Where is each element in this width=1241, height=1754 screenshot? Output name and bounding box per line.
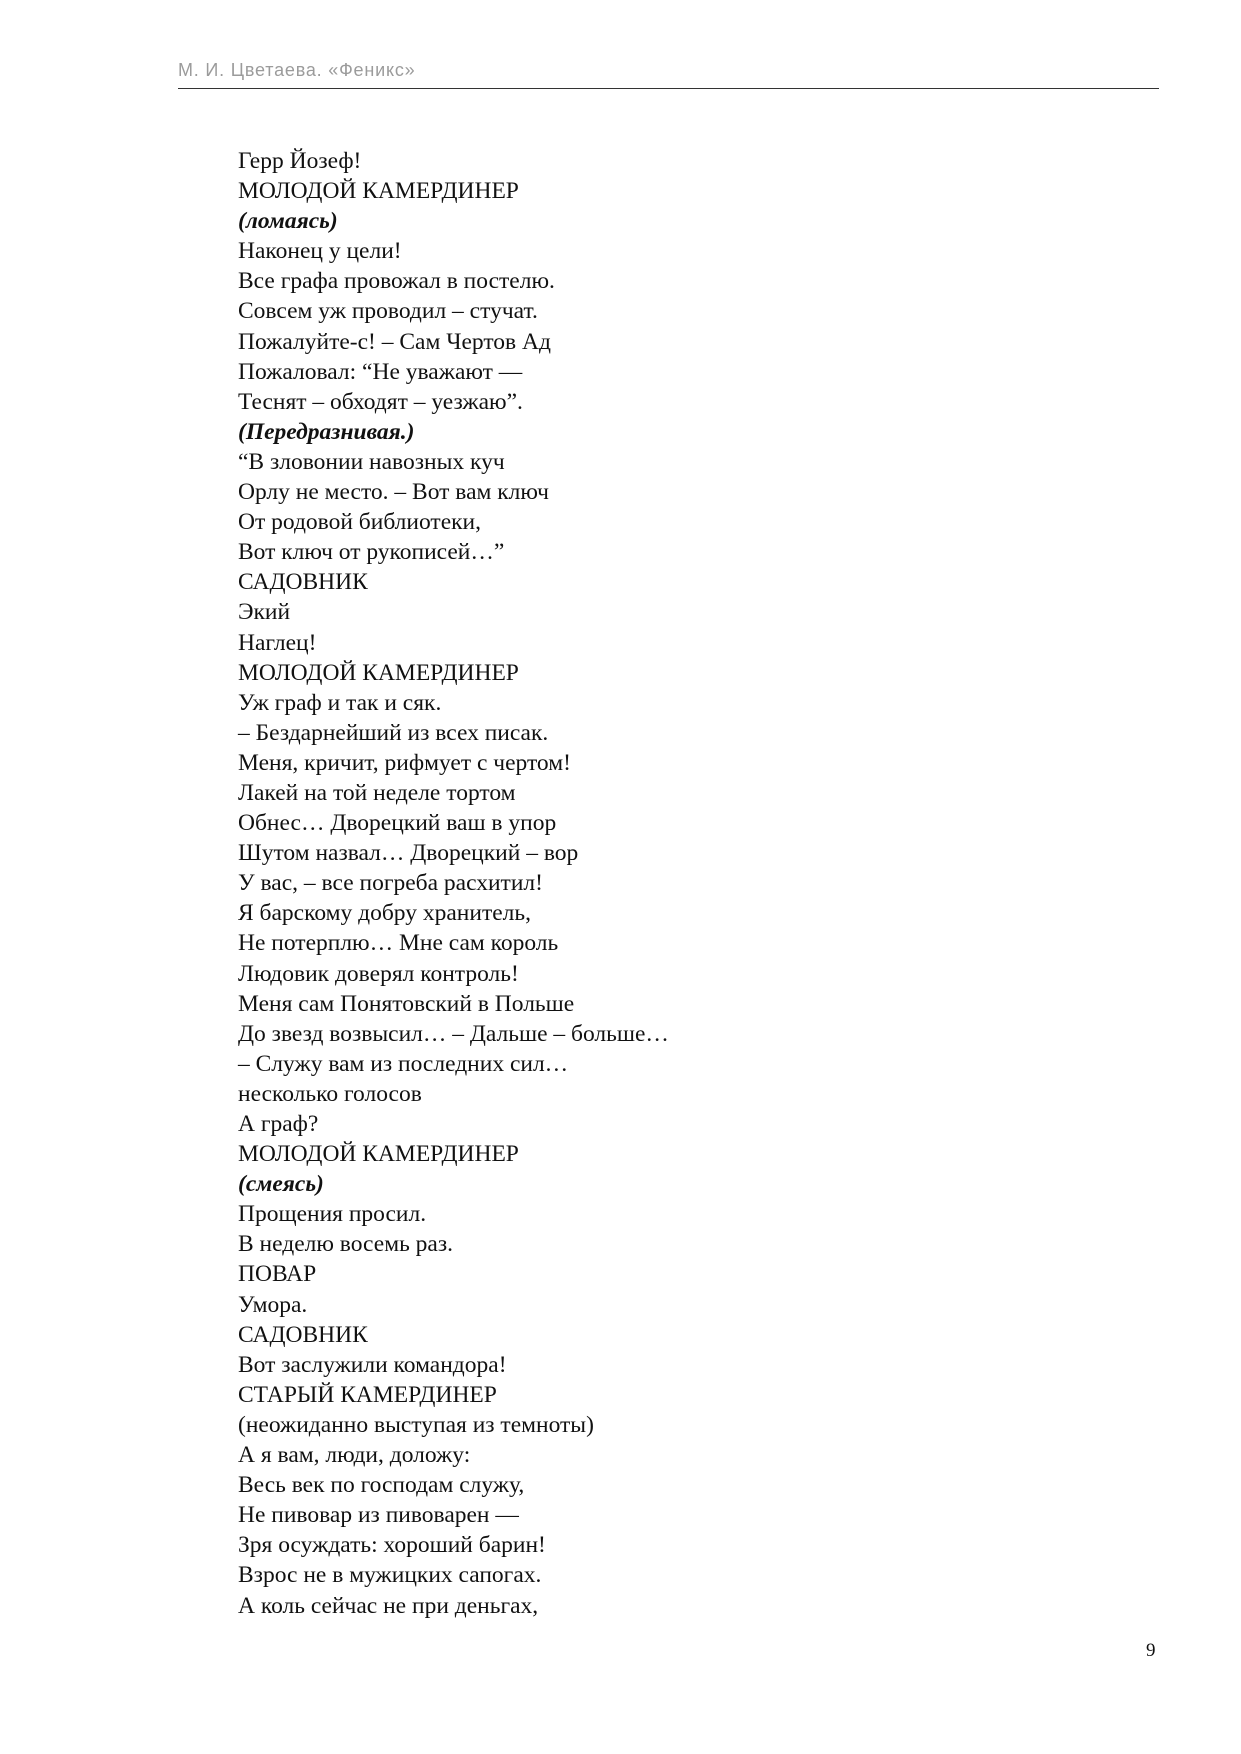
text-line: Пожалуйте-с! – Сам Чертов Ад — [238, 328, 551, 355]
stage-direction: (смеясь) — [238, 1171, 324, 1198]
header-rule — [178, 88, 1159, 89]
text-line: Не потерплю… Мне сам король — [238, 930, 559, 957]
text-line: Все графа провожал в постелю. — [238, 268, 555, 295]
text-line: Экий — [238, 599, 291, 626]
play-text-body — [238, 146, 1118, 1621]
text-line: Меня сам Понятовский в Польше — [238, 990, 575, 1017]
text-line: “В зловонии навозных куч — [238, 448, 505, 475]
text-line: Не пивовар из пивоварен — — [238, 1502, 519, 1529]
text-line: А коль сейчас не при деньгах, — [238, 1592, 539, 1619]
text-line: Взрос не в мужицких сапогах. — [238, 1562, 542, 1589]
page-number: 9 — [1146, 1640, 1156, 1661]
text-line: Герр Йозеф! — [238, 148, 362, 174]
text-line: Теснят – обходят – уезжаю”. — [238, 388, 523, 415]
text-line: Вот ключ от рукописей…” — [238, 539, 505, 566]
text-line: Шутом назвал… Дворецкий – вор — [238, 840, 579, 867]
text-line: Зря осуждать: хороший барин! — [238, 1532, 546, 1559]
text-line: Наглец! — [238, 629, 317, 656]
text-line: Орлу не место. – Вот вам ключ — [238, 479, 549, 506]
text-line: САДОВНИК — [238, 1321, 368, 1348]
text-line: А я вам, люди, доложу: — [238, 1442, 471, 1469]
text-line: Весь век по господам служу, — [238, 1472, 525, 1499]
text-line: – Служу вам из последних сил… — [238, 1050, 569, 1077]
text-line: СТАРЫЙ КАМЕРДИНЕР — [238, 1381, 497, 1408]
text-line: В неделю восемь раз. — [238, 1231, 454, 1258]
running-header: М. И. Цветаева. «Феникс» — [178, 60, 416, 80]
text-line: МОЛОДОЙ КАМЕРДИНЕР — [238, 1141, 519, 1168]
text-line: Меня, кричит, рифмует с чертом! — [238, 749, 571, 776]
text-line: ПОВАР — [238, 1261, 317, 1288]
text-line: несколько голосов — [238, 1080, 422, 1107]
text-line: Совсем уж проводил – стучат. — [238, 298, 538, 325]
text-line: САДОВНИК — [238, 569, 368, 596]
text-line: У вас, – все погреба расхитил! — [238, 870, 543, 897]
stage-direction: (ломаясь) — [238, 208, 338, 235]
text-line: Прощения просил. — [238, 1201, 427, 1228]
text-line: Умора. — [238, 1291, 308, 1318]
stage-direction: (Передразнивая.) — [238, 418, 415, 445]
text-line: Пожаловал: “Не уважают — — [238, 358, 523, 385]
text-line: А граф? — [238, 1111, 319, 1137]
text-line: Вот заслужили командора! — [238, 1351, 507, 1378]
text-line: Обнес… Дворецкий ваш в упор — [238, 810, 557, 837]
text-line: (неожиданно выступая из темноты) — [238, 1411, 594, 1438]
text-line: Наконец у цели! — [238, 238, 402, 265]
text-line: Людовик доверял контроль! — [238, 960, 519, 987]
text-line: Уж граф и так и сяк. — [238, 689, 442, 716]
text-line: МОЛОДОЙ КАМЕРДИНЕР — [238, 659, 519, 686]
text-line: От родовой библиотеки, — [238, 509, 481, 536]
text-line: До звезд возвысил… – Дальше – больше… — [238, 1020, 669, 1047]
text-line: МОЛОДОЙ КАМЕРДИНЕР — [238, 178, 519, 205]
text-line: – Бездарнейший из всех писак. — [238, 719, 549, 746]
text-line: Лакей на той неделе тортом — [238, 779, 516, 806]
text-line: Я барскому добру хранитель, — [238, 900, 531, 927]
